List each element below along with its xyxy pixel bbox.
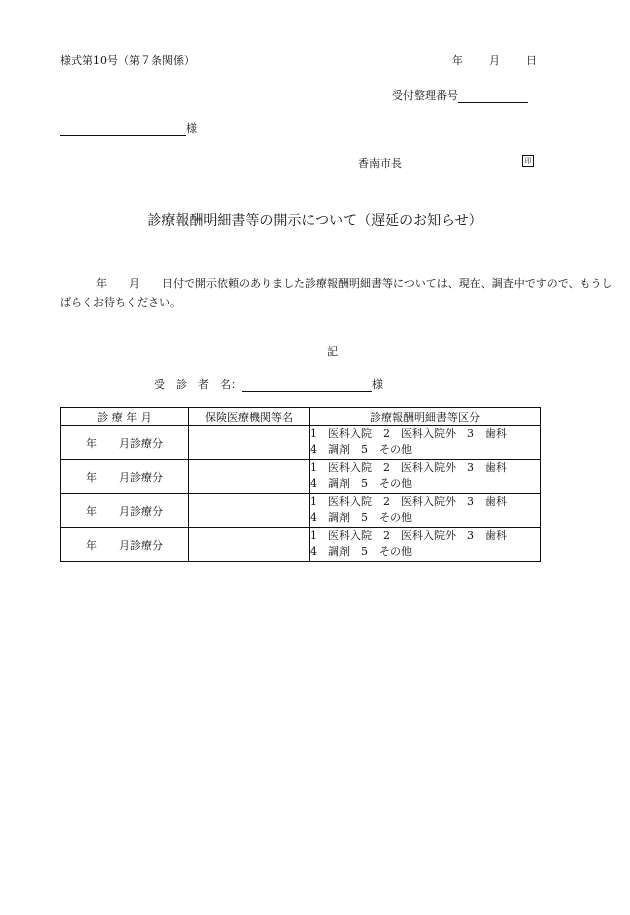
category-cell[interactable] bbox=[310, 460, 541, 494]
document-title: 診療報酬明細書等の開示について（遅延のお知らせ） bbox=[147, 213, 483, 229]
note-heading: 記 bbox=[327, 345, 338, 358]
institution-cell[interactable] bbox=[189, 494, 310, 528]
treatment-month-cell[interactable]: 年 月診療分 bbox=[61, 426, 189, 460]
header-category: 診療報酬明細書等区分 bbox=[310, 408, 541, 426]
category-line-1: 1 医科入院 2 医科入院外 3 歯科 bbox=[310, 461, 507, 474]
body-paragraph bbox=[60, 274, 620, 312]
addressee-line bbox=[60, 120, 197, 136]
category-line-2: 4 調剤 5 その他 bbox=[310, 545, 412, 558]
category-cell[interactable] bbox=[310, 528, 541, 562]
patient-suffix: 様 bbox=[372, 378, 383, 391]
header-institution: 保険医療機関等名 bbox=[189, 408, 310, 426]
institution-cell[interactable] bbox=[189, 528, 310, 562]
patient-name-line bbox=[154, 376, 383, 392]
treatment-month-cell[interactable]: 年 月診療分 bbox=[61, 460, 189, 494]
category-line-2: 4 調剤 5 その他 bbox=[310, 443, 412, 456]
form-number: 様式第10号（第７条関係） bbox=[60, 54, 195, 67]
date-year: 年 bbox=[452, 54, 463, 67]
category-line-2: 4 調剤 5 その他 bbox=[310, 477, 412, 490]
claims-table bbox=[60, 407, 541, 562]
institution-cell[interactable] bbox=[189, 460, 310, 494]
date-line bbox=[452, 52, 537, 68]
category-line-1: 1 医科入院 2 医科入院外 3 歯科 bbox=[310, 529, 507, 542]
category-line-1: 1 医科入院 2 医科入院外 3 歯科 bbox=[310, 427, 507, 440]
category-cell[interactable] bbox=[310, 426, 541, 460]
reception-label: 受付整理番号 bbox=[392, 89, 458, 102]
date-month: 月 bbox=[489, 54, 500, 67]
body-text: 年 月 日付で開示依頼のありました診療報酬明細書等については、現在、調査中ですので、もうしばらくお待ちください。 bbox=[60, 277, 613, 309]
header-treatment-month: 診 療 年 月 bbox=[61, 408, 189, 426]
seal-mark: 印 bbox=[522, 155, 534, 167]
addressee-field[interactable] bbox=[60, 123, 186, 136]
reception-number bbox=[392, 87, 528, 103]
treatment-month-cell[interactable]: 年 月診療分 bbox=[61, 528, 189, 562]
category-line-2: 4 調剤 5 その他 bbox=[310, 511, 412, 524]
institution-cell[interactable] bbox=[189, 426, 310, 460]
treatment-month-cell[interactable]: 年 月診療分 bbox=[61, 494, 189, 528]
category-cell[interactable] bbox=[310, 494, 541, 528]
date-day: 日 bbox=[526, 54, 537, 67]
patient-name-field[interactable] bbox=[242, 379, 372, 392]
sender-name: 香南市長 bbox=[358, 157, 402, 170]
reception-number-field[interactable] bbox=[458, 90, 528, 103]
addressee-suffix: 様 bbox=[186, 122, 197, 135]
category-line-1: 1 医科入院 2 医科入院外 3 歯科 bbox=[310, 495, 507, 508]
table-header-row bbox=[61, 408, 541, 426]
patient-label: 受 診 者 名： bbox=[154, 378, 242, 391]
